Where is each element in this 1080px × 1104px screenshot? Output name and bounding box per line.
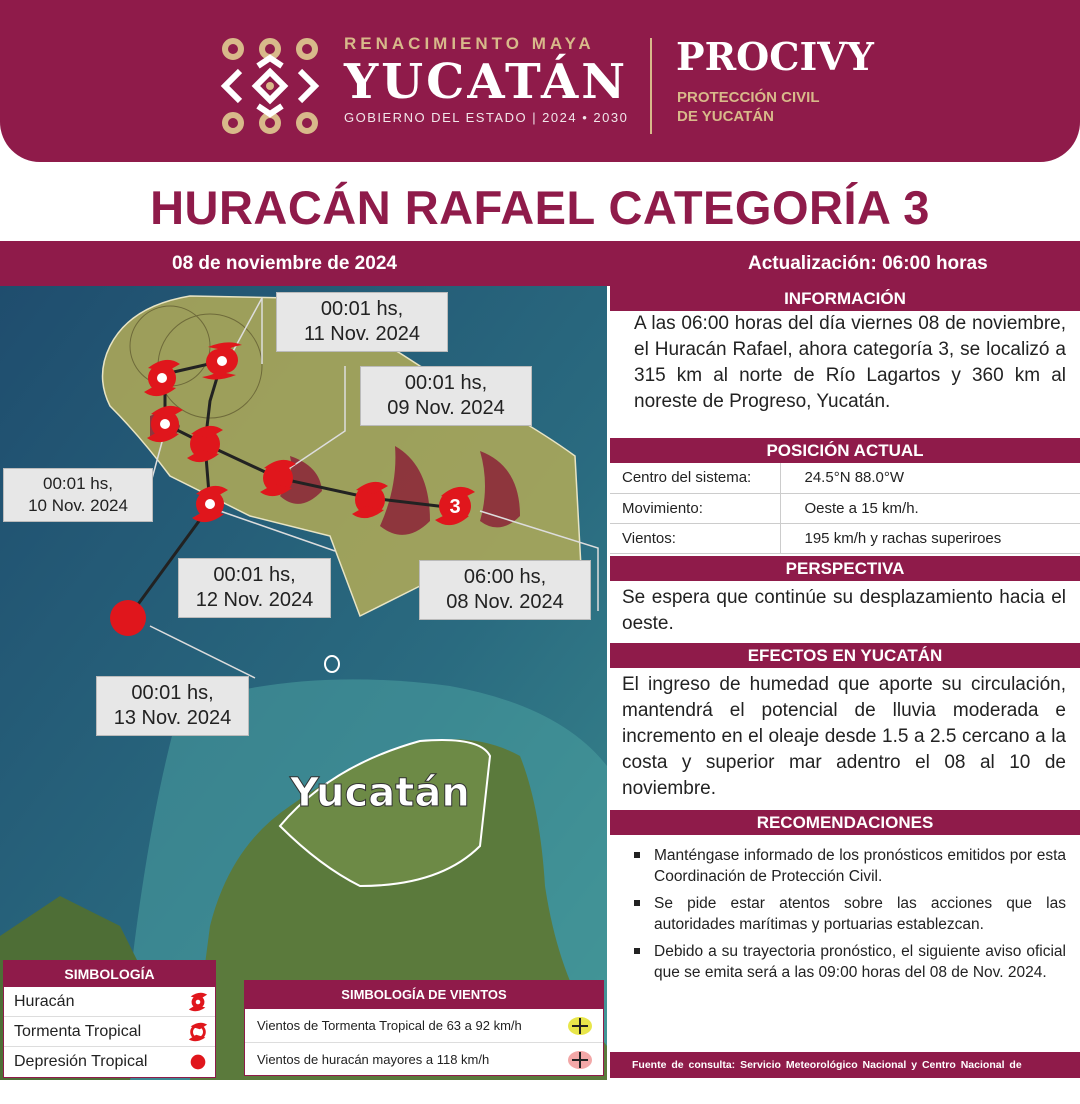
list-item: Debido a su trayectoria pronóstico, el siguiente aviso oficial que se emita será a las 09:00 horas del 08 de Nov. 2024. — [626, 941, 1066, 983]
wind-symbology-title: SIMBOLOGÍA DE VIENTOS — [245, 981, 603, 1009]
forecast-label-time: 00:01 hs, — [404, 372, 488, 394]
yucatan-logo-icon — [220, 36, 320, 136]
current-category: 3 — [449, 496, 461, 518]
header-banner — [0, 0, 1080, 162]
brand-government: GOBIERNO DEL ESTADO | 2024 • 2030 — [344, 110, 629, 125]
update-time: Actualización: 06:00 horas — [748, 253, 988, 274]
list-item: Se pide estar atentos sobre las acciones que las autoridades marítimas y portuarias establezcan. — [626, 893, 1066, 935]
forecast-label-date: 12 Nov. 2024 — [195, 589, 314, 611]
tropical-depression-icon — [187, 1051, 209, 1073]
legend-item-hurricane — [4, 987, 215, 1017]
hurricane-icon — [187, 991, 209, 1013]
forecast-label-10nov — [3, 468, 153, 522]
information-text: A las 06:00 horas del día viernes 08 de noviembre, el Huracán Rafael, ahora categoría 3, se localizó a 315 km al norte de Río Lagartos y 360 km al noreste de Progreso, Yucatán. — [634, 313, 1066, 412]
position-key: Movimiento: — [610, 493, 780, 523]
symbology-legend — [3, 960, 216, 1078]
outlook-text: Se espera que continúe su desplazamiento hacia el oeste. — [622, 586, 1066, 634]
legend-label: Huracán — [14, 993, 75, 1010]
forecast-label-date: 11 Nov. 2024 — [303, 323, 420, 345]
hurricane-wind-icon — [567, 1049, 593, 1071]
forecast-label-date: 08 Nov. 2024 — [446, 591, 564, 613]
forecast-label-12nov — [178, 558, 331, 618]
position-header: POSICIÓN ACTUAL — [610, 438, 1080, 463]
position-value: 195 km/h y rachas superiroes — [780, 523, 1080, 553]
list-item: Manténgase informado de los pronósticos emitidos por esta Coordinación de Protección Civil. — [626, 845, 1066, 887]
wind-legend-label: Vientos de Tormenta Tropical de 63 a 92 km/h — [257, 1018, 522, 1033]
brand-name: YUCATÁN — [344, 54, 629, 110]
agency-subtitle — [677, 88, 820, 126]
forecast-label-time: 00:01 hs, — [131, 682, 214, 704]
wind-legend-label: Vientos de huracán mayores a 118 km/h — [257, 1052, 490, 1067]
information-header: INFORMACIÓN — [610, 286, 1080, 311]
outlook-header: PERSPECTIVA — [610, 556, 1080, 581]
forecast-label-11nov — [276, 292, 448, 352]
brand-tagline: RENACIMIENTO MAYA — [344, 34, 595, 53]
tropical-storm-wind-icon — [567, 1015, 593, 1037]
position-value: 24.5°N 88.0°W — [780, 463, 1080, 493]
agency-subtitle-line-2: DE YUCATÁN — [677, 108, 774, 125]
legend-label: Depresión Tropical — [14, 1053, 148, 1070]
forecast-label-09nov — [360, 366, 532, 426]
table-row — [610, 523, 1080, 553]
position-value: Oeste a 15 km/h. — [780, 493, 1080, 523]
page-title: HURACÁN RAFAEL CATEGORÍA 3 — [150, 181, 930, 234]
forecast-label-date: 09 Nov. 2024 — [387, 397, 505, 419]
wind-legend-tropical-storm — [245, 1009, 603, 1043]
legend-item-tropical-storm — [4, 1017, 215, 1047]
effects-header: EFECTOS EN YUCATÁN — [610, 643, 1080, 668]
agency-subtitle-line-1: PROTECCIÓN CIVIL — [677, 89, 820, 106]
agency-name: PROCIVY — [676, 34, 874, 79]
forecast-label-time: 00:01 hs, — [213, 564, 296, 586]
legend-item-tropical-depression — [4, 1047, 215, 1077]
effects-text: El ingreso de humedad que aporte su circulación, mantendrá el potencial de lluvia moderada e incremento en el oleaje desde 1.5 a 2.5 cercano a la costa y superior mar adentro el 08 al 10 de noviembre. — [622, 673, 1066, 799]
source-footer: Fuente de consulta: Servicio Meteorológico Nacional y Centro Nacional de Huracanes — [610, 1052, 1080, 1078]
info-column — [610, 286, 1080, 1097]
forecast-label-time: 00:01 hs, — [320, 298, 404, 320]
recommendations-header: RECOMENDACIONES — [610, 810, 1080, 835]
forecast-label-13nov — [96, 676, 249, 736]
header-divider — [650, 38, 652, 134]
date-bar — [0, 241, 1080, 286]
table-row — [610, 493, 1080, 523]
tropical-storm-icon — [187, 1021, 209, 1043]
legend-label: Tormenta Tropical — [14, 1023, 142, 1040]
wind-symbology-legend — [244, 980, 604, 1076]
forecast-label-time: 06:00 hs, — [463, 566, 547, 588]
recommendations-list — [610, 835, 1080, 983]
position-key: Centro del sistema: — [610, 463, 780, 493]
position-table — [610, 463, 1080, 554]
position-key: Vientos: — [610, 523, 780, 553]
forecast-label-08nov — [419, 560, 591, 620]
bulletin-date: 08 de noviembre de 2024 — [172, 253, 397, 274]
symbology-title: SIMBOLOGÍA — [4, 961, 215, 987]
forecast-label-date: 13 Nov. 2024 — [113, 707, 232, 729]
forecast-label-date: 10 Nov. 2024 — [28, 496, 128, 515]
yucatan-map-label: Yucatán — [290, 770, 470, 816]
depression-symbol-13nov — [110, 600, 146, 636]
wind-legend-hurricane — [245, 1043, 603, 1077]
table-row — [610, 463, 1080, 493]
forecast-label-time: 00:01 hs, — [43, 474, 113, 493]
